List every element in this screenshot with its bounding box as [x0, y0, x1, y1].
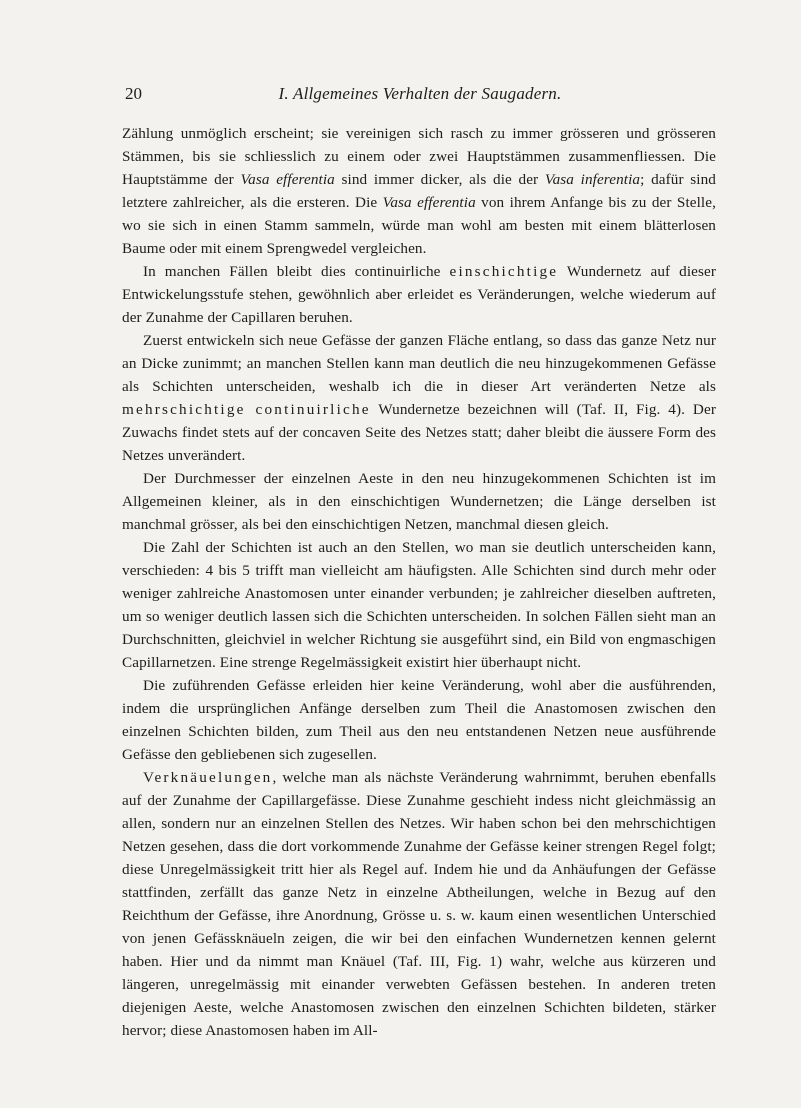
text-run: Die zuführenden Gefässe erleiden hier keine Veränderung, wohl aber die ausführenden, indem die ursprünglichen Anfänge derselben zum Theil die Anastomosen zwischen den einzelnen Schichten bilden, zum Theil aus den neu entstandenen Netzen neue ausführende Gefässe den gebliebenen sich zugesellen.	[122, 677, 716, 763]
text-run: sind immer dicker, als die der	[334, 171, 545, 188]
text-run: Zählung unmöglich erscheint; sie vereinigen sich rasch zu immer grösseren und grösseren Stämmen, bis sie schliesslich zu einem oder zwei Hauptstämmen zusammenfliessen. Die Hauptstämme der	[122, 125, 716, 188]
paragraph	[122, 766, 716, 1042]
text-run: Die Zahl der Schichten ist auch an den Stellen, wo man sie deutlich unterscheiden kann, verschieden: 4 bis 5 trifft man vielleicht am häufigsten. Alle Schichten sind durch mehr oder weniger zahlreiche Anastomosen unter einander verbunden; je zahlreicher dieselben auftreten, um so weniger deutlich lassen sich die Schichten unterscheiden. In solchen Fällen sieht man an Durchschnitten, gleichviel in welcher Richtung sie ausgeführt sind, ein Bild von engmaschigen Capillarnetzen. Eine strenge Regelmässigkeit existirt hier überhaupt nicht.	[122, 539, 716, 671]
spaced-emphasis: einschichtige	[449, 263, 559, 280]
text-run: ; dafür sind letztere zahlreicher, als die ersteren. Die	[122, 171, 717, 211]
paragraph	[122, 467, 716, 536]
running-title: I. Allgemeines Verhalten der Saugadern.	[278, 84, 562, 103]
text-run: von ihrem Anfange bis zu der Stelle, wo sie sich in einen Stamm sammeln, würde man wohl am besten mit einem blätterlosen Baume oder mit einem Sprengwedel vergleichen.	[122, 194, 716, 257]
paragraph	[122, 329, 716, 467]
text-run: Der Durchmesser der einzelnen Aeste in den neu hinzugekommenen Schichten ist im Allgemeinen kleiner, als in den einschichtigen Wundernetzen; die Länge derselben ist manchmal grösser, als bei den einschichtigen Netzen, manchmal diesen gleich.	[122, 470, 716, 533]
text-run: In manchen Fällen bleibt dies continuirliche	[143, 263, 450, 280]
text-run: Wundernetz auf dieser Entwickelungsstufe stehen, gewöhnlich aber erleidet es Veränderungen, welche wiederum auf der Zunahme der Capillaren beruhen.	[122, 263, 716, 326]
paragraph	[122, 536, 716, 674]
spaced-emphasis: mehrschichtige continuirliche	[122, 401, 371, 418]
italic-term: Vasa inferentia	[544, 171, 641, 188]
italic-term: Vasa efferentia	[382, 194, 476, 211]
text-run: Zuerst entwickeln sich neue Gefässe der ganzen Fläche entlang, so dass das ganze Netz nur an Dicke zunimmt; an manchen Stellen kann man deutlich die neu hinzugekommenen Gefässe als Schichten unterscheiden, weshalb ich die in dieser Art veränderten Netze als	[122, 332, 716, 395]
body-text	[122, 122, 716, 1042]
paragraph	[122, 260, 716, 329]
paragraph	[122, 122, 716, 260]
page-header	[125, 84, 715, 108]
text-run: , welche man als nächste Veränderung wahrnimmt, beruhen ebenfalls auf der Zunahme der Capillargefässe. Diese Zunahme geschieht indess nicht gleichmässig an allen, sondern nur an einzelnen Stellen des Netzes. Wir haben schon bei den mehrschichtigen Netzen gesehen, dass die dort vorkommende Zunahme der Gefässe keiner strengen Regel folgt; diese Unregelmässigkeit tritt hier als Regel auf. Indem hie und da Anhäufungen der Gefässe stattfinden, zerfällt das ganze Netz in einzelne Abtheilungen, welche in Bezug auf den Reichthum der Gefässe, ihre Anordnung, Grösse u. s. w. kaum einen wesentlichen Unterschied von jenen Gefässknäueln zeigen, die wir bei den einfachen Wundernetzen kennen gelernt haben. Hier und da nimmt man Knäuel (Taf. III, Fig. 1) wahr, welche aus kürzeren und längeren, unregelmässig mit einander verwebten Gefässen bestehen. In anderen treten diejenigen Aeste, welche Anastomosen zwischen den einzelnen Schichten bildeten, stärker hervor; diese Anastomosen haben im All-	[122, 769, 716, 1039]
text-run: Wundernetze bezeichnen will (Taf. II, Fig. 4). Der Zuwachs findet stets auf der concaven Seite des Netzes statt; daher bleibt die äussere Form des Netzes unverändert.	[122, 401, 716, 464]
page-number: 20	[125, 84, 142, 103]
italic-term: Vasa efferentia	[240, 171, 335, 188]
paragraph	[122, 674, 716, 766]
spaced-emphasis: Verknäuelungen	[143, 769, 273, 786]
